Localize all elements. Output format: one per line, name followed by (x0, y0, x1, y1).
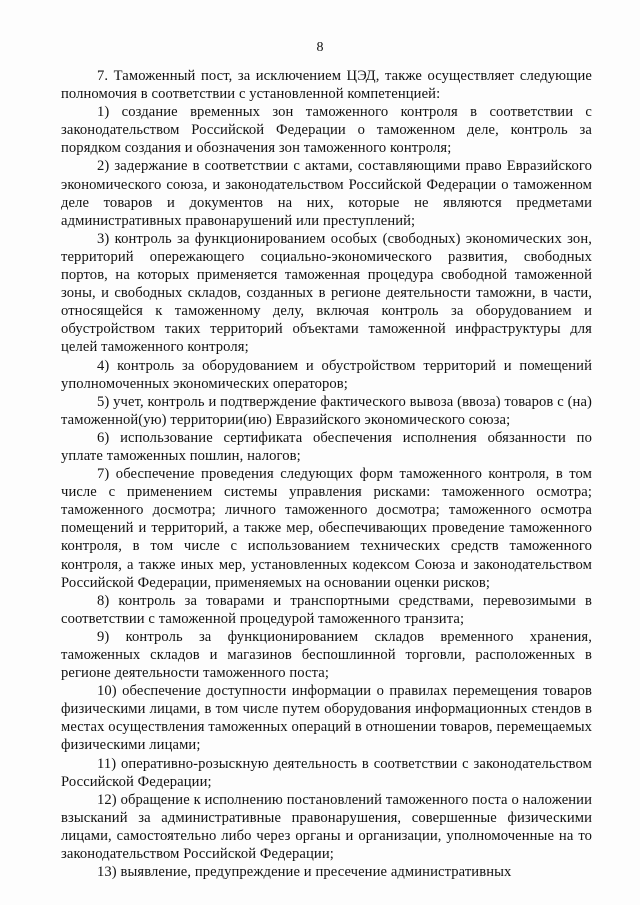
page-number: 8 (316, 40, 324, 55)
paragraph-item-6: 6) использование сертификата обеспечения исполнения обязанности по уплате таможенных пошлин, налогов; (61, 429, 592, 464)
paragraph-item-10: 10) обеспечение доступности информации о правилах перемещения товаров физическими лицами, в том числе путем оборудования информационных стендов в местах осуществления таможенных операций в отношении товаров, перемещаемых физическими лицами; (61, 683, 592, 754)
paragraph-item-11: 11) оперативно-розыскную деятельность в соответствии с законодательством Российской Федерации; (61, 755, 592, 790)
paragraph-item-4: 4) контроль за оборудованием и обустройством территорий и помещений уполномоченных экономических операторов; (61, 357, 592, 392)
paragraph-item-2: 2) задержание в соответствии с актами, составляющими право Евразийского экономического союза, и законодательством Российской Федерации о таможенном деле товаров и документов на них, которые не являются предметами административных правонарушений или преступлений; (61, 158, 592, 229)
paragraph-item-12: 12) обращение к исполнению постановлений таможенного поста о наложении взысканий за административные правонарушения, совершенные физическими лицами, самостоятельно либо через органы и организации, уполномоченные на то законодательством Российской Федерации; (61, 791, 592, 863)
paragraph-item-7: 7) обеспечение проведения следующих форм таможенного контроля, в том числе с применением системы управления рисками: таможенного осмотра; таможенного досмотра; личного таможенного досмотра; таможенного осмотра помещений и территорий, а также мер, обеспечивающих проведение таможенного контроля, в том числе с использованием технических средств таможенного контроля, а также иных мер, установленных кодексом Союза и законодательством Российской Федерации, применяемых на основании оценки рисков; (61, 466, 592, 591)
paragraph-item-13: 13) выявление, предупреждение и пресечение административных (97, 864, 512, 881)
paragraph-item-8: 8) контроль за товарами и транспортными средствами, перевозимыми в соответствии с таможенной процедурой таможенного транзита; (61, 592, 592, 627)
paragraph-item-5: 5) учет, контроль и подтверждение фактического вывоза (ввоза) товаров с (на) таможенной(ую) территории(ию) Евразийского экономического союза; (61, 393, 592, 428)
paragraph-7-intro: 7. Таможенный пост, за исключением ЦЭД, также осуществляет следующие полномочия в соответствии с установленной компетенцией: (61, 68, 592, 103)
paragraph-item-1: 1) создание временных зон таможенного контроля в соответствии с законодательством Российской Федерации о таможенном деле, контроль за порядком создания и обозначения зон таможенного контроля; (61, 104, 592, 157)
document-body (61, 67, 592, 881)
paragraph-item-9: 9) контроль за функционированием складов временного хранения, таможенных складов и магазинов беспошлинной торговли, расположенных в регионе деятельности таможенного поста; (61, 628, 592, 682)
paragraph-item-3: 3) контроль за функционированием особых (свободных) экономических зон, территорий опережающего социально-экономического развития, свободных портов, на которых применяется таможенная процедура свободной таможенной зоны, и свободных складов, созданных в регионе деятельности таможни, в части, относящейся к таможенному делу, включая контроль за оборудованием и обустройством таких территорий объектами таможенной инфраструктуры для целей таможенного контроля; (61, 230, 592, 356)
